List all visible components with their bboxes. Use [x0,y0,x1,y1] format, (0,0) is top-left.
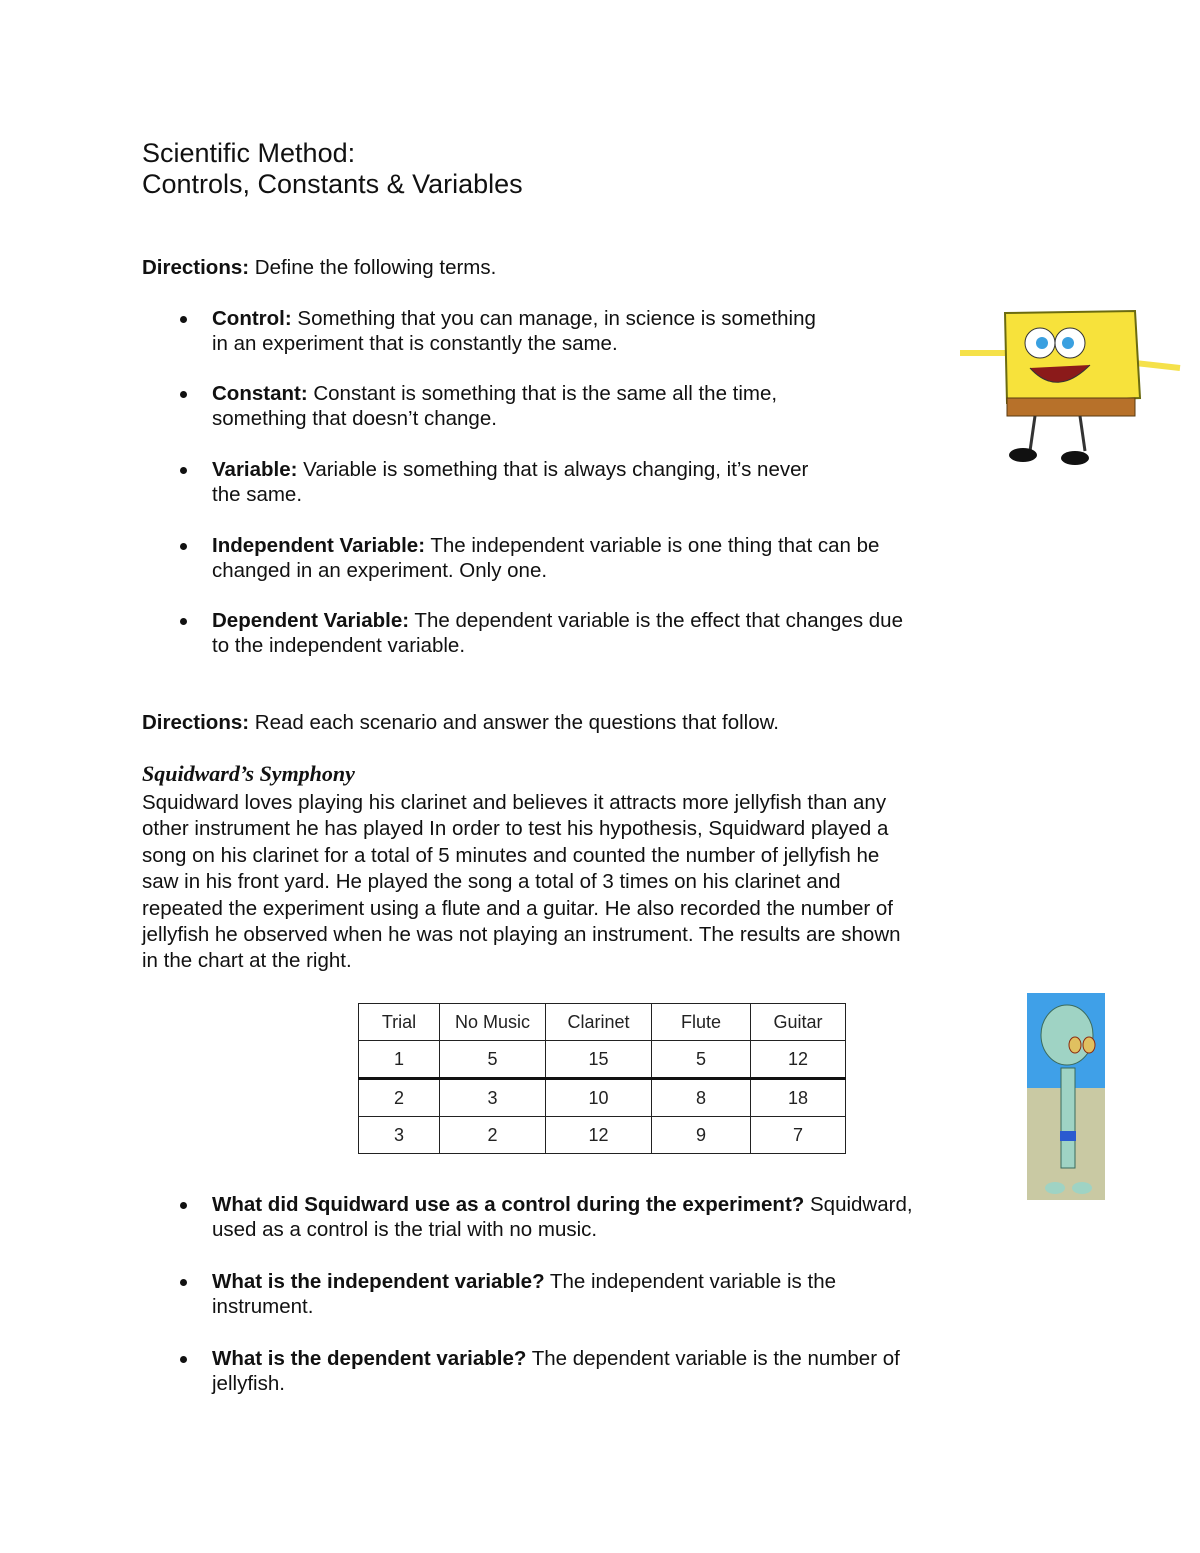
definition-text: the same. [212,483,303,506]
table-cell: 2 [359,1079,440,1117]
question-term: What is the dependent variable? [212,1347,527,1370]
question-line [212,1217,597,1242]
table-cell: 3 [440,1079,546,1117]
definition-line [212,331,618,356]
bullet-icon [180,467,187,474]
question-text: The independent variable is the [544,1270,836,1293]
definition-term: Variable: [212,458,298,481]
bullet-icon [180,543,187,550]
definition-term: Control: [212,307,292,330]
definition-line [212,608,903,633]
definition-text: The independent variable is one thing that can be [425,534,880,557]
table-cell: 9 [652,1117,751,1154]
bullet-icon [180,1356,187,1363]
question-term: What is the independent variable? [212,1270,545,1293]
table-header-row [359,1004,846,1041]
directions-text: Read each scenario and answer the questions that follow. [249,711,779,734]
question-term: What did Squidward use as a control during the experiment? [212,1193,805,1216]
table-cell: 7 [751,1117,846,1154]
table-cell: 12 [546,1117,652,1154]
definition-line [212,457,808,482]
question-line [212,1192,913,1217]
table-header-cell: Flute [652,1004,751,1041]
question-text: jellyfish. [212,1372,285,1395]
table-cell: 15 [546,1041,652,1079]
directions-text: Define the following terms. [249,256,497,279]
definition-text: Constant is something that is the same all the time, [307,382,778,405]
directions-define [142,255,496,280]
question-line [212,1346,900,1371]
definition-line [212,533,879,558]
definition-text: something that doesn’t change. [212,407,497,430]
scenario-paragraph-line: in the chart at the right. [142,949,352,973]
definition-term: Constant: [212,382,308,405]
title-line-2: Controls, Constants & Variables [142,169,523,199]
table-row [359,1079,846,1117]
results-table [358,1003,846,1154]
table-cell: 1 [359,1041,440,1079]
table-cell: 10 [546,1079,652,1117]
directions-label: Directions: [142,711,250,734]
spongebob-image [945,303,1187,468]
bullet-icon [180,1279,187,1286]
definition-text: The dependent variable is the effect that changes due [409,609,903,632]
scenario-title: Squidward’s Symphony [142,761,355,786]
title-line-1: Scientific Method: [142,138,356,168]
directions-label: Directions: [142,256,250,279]
bullet-icon [180,391,187,398]
table-cell: 12 [751,1041,846,1079]
definition-line [212,381,777,406]
definition-term: Independent Variable: [212,534,426,557]
bullet-icon [180,316,187,323]
scenario-paragraph-line: other instrument he has played In order to test his hypothesis, Squidward played a [142,817,889,841]
definition-term: Dependent Variable: [212,609,410,632]
table-header-cell: No Music [440,1004,546,1041]
table-header-cell: Trial [359,1004,440,1041]
definition-line [212,306,816,331]
definition-line [212,406,497,431]
scenario-paragraph-line: saw in his front yard. He played the song a total of 3 times on his clarinet and [142,870,841,894]
table-cell: 5 [652,1041,751,1079]
scenario-paragraph-line: repeated the experiment using a flute and a guitar. He also recorded the number of [142,896,894,920]
question-text: used as a control is the trial with no music. [212,1218,598,1241]
definition-text: in an experiment that is constantly the same. [212,332,618,355]
table-cell: 3 [359,1117,440,1154]
definition-line [212,633,465,658]
definition-line [212,482,302,507]
bullet-icon [180,618,187,625]
table-row [359,1041,846,1079]
table-cell: 5 [440,1041,546,1079]
table-cell: 8 [652,1079,751,1117]
question-line [212,1294,313,1319]
question-line [212,1371,285,1396]
question-text: The dependent variable is the number of [526,1347,900,1370]
table-header-cell: Guitar [751,1004,846,1041]
table-cell: 2 [440,1117,546,1154]
scenario-paragraph-line: song on his clarinet for a total of 5 minutes and counted the number of jellyfish he [142,843,880,867]
table-cell: 18 [751,1079,846,1117]
definition-text: changed in an experiment. Only one. [212,559,548,582]
bullet-icon [180,1202,187,1209]
definition-line [212,558,547,583]
definition-text: Variable is something that is always changing, it’s never [297,458,809,481]
question-text: instrument. [212,1295,314,1318]
scenario-paragraph-line: jellyfish he observed when he was not playing an instrument. The results are shown [142,923,901,946]
question-text: Squidward, [804,1193,913,1216]
table-row [359,1117,846,1154]
scenario-paragraph-line: Squidward loves playing his clarinet and believes it attracts more jellyfish than any [142,791,887,814]
table-header-cell: Clarinet [546,1004,652,1041]
directions-scenario [142,710,779,735]
question-line [212,1269,836,1294]
definition-text: to the independent variable. [212,634,466,657]
squidward-image [1027,993,1105,1200]
definition-text: Something that you can manage, in science is something [291,307,816,330]
